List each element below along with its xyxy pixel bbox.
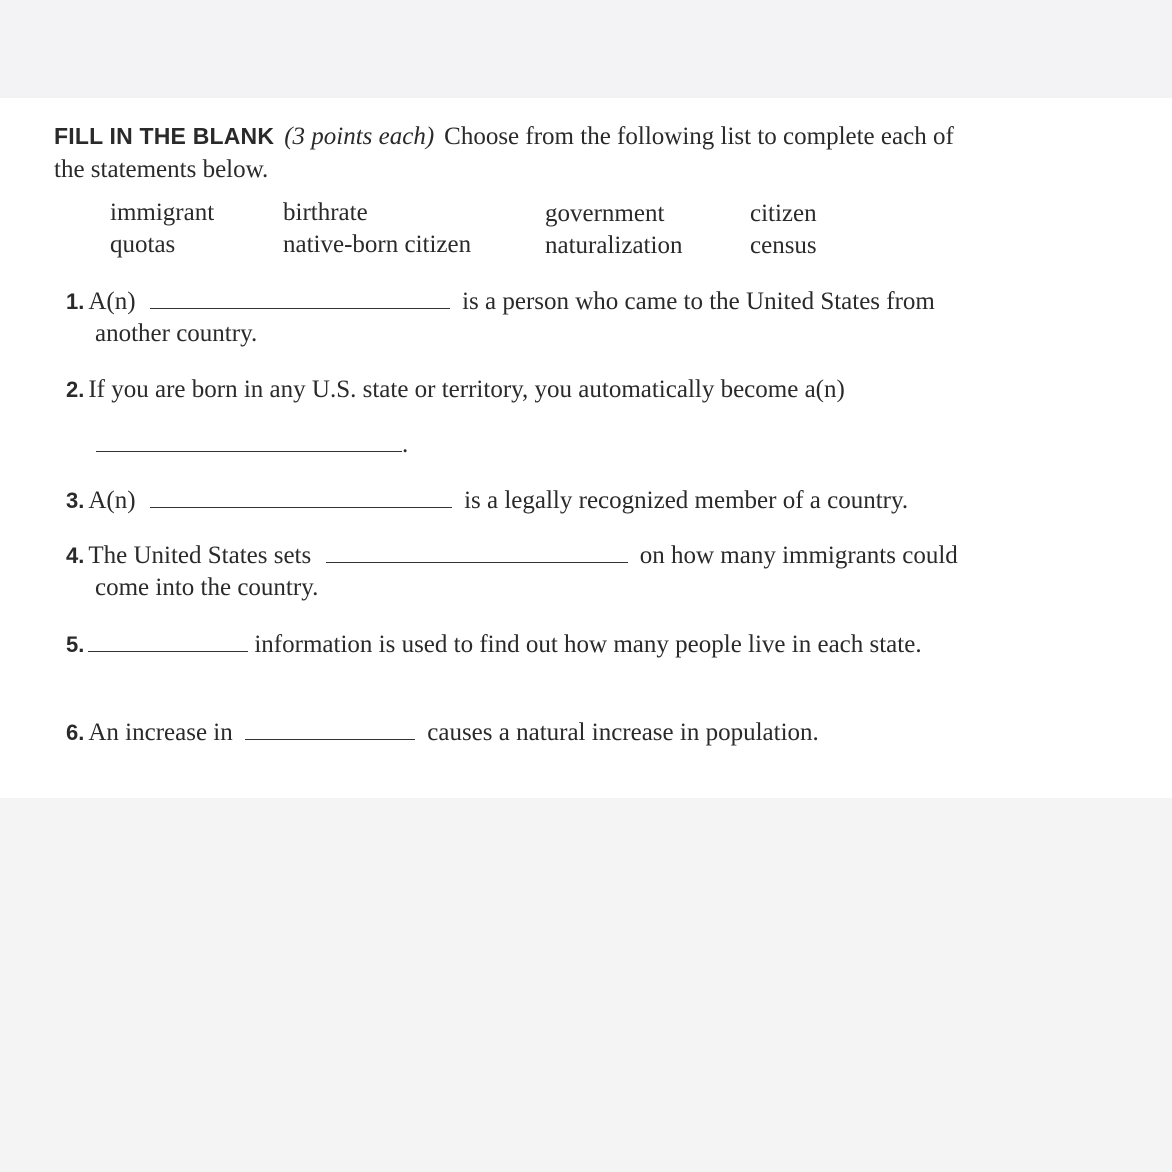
question-1 — [66, 285, 935, 318]
question-number: 1. — [66, 289, 85, 314]
question-text-before: A(n) — [88, 487, 136, 514]
question-text-after: is a legally recognized member of a country. — [464, 487, 909, 514]
answer-blank-4[interactable] — [326, 544, 628, 563]
question-text-after: information is used to find out how many people live in each state. — [254, 631, 922, 658]
instructions-line-2: the statements below. — [54, 156, 269, 183]
question-2-answer-line — [96, 428, 408, 461]
word-bank-item: citizen — [750, 200, 817, 227]
answer-blank-6[interactable] — [245, 721, 415, 740]
word-bank-item: government — [545, 200, 665, 227]
question-2 — [66, 373, 845, 406]
question-end: . — [402, 431, 409, 458]
answer-blank-3[interactable] — [150, 489, 452, 508]
question-4 — [66, 539, 958, 572]
question-6 — [66, 716, 819, 749]
question-text-after: is a person who came to the United States from — [462, 288, 935, 315]
section-heading — [54, 120, 1054, 186]
points-note: (3 points each) — [284, 123, 435, 150]
question-text-before: A(n) — [88, 288, 136, 315]
answer-blank-2[interactable] — [96, 433, 402, 452]
section-label: FILL IN THE BLANK — [54, 123, 275, 149]
question-number: 4. — [66, 543, 85, 568]
question-4-continuation: come into the country. — [95, 574, 319, 601]
background-bottom — [0, 798, 1172, 1172]
question-3 — [66, 484, 908, 517]
word-bank-item: native-born citizen — [283, 231, 472, 258]
word-bank-item: census — [750, 232, 817, 259]
question-5 — [66, 628, 922, 661]
word-bank-item: birthrate — [283, 199, 368, 226]
word-bank-item: immigrant — [110, 199, 215, 226]
word-bank-item: naturalization — [545, 232, 683, 259]
question-text-before: The United States sets — [88, 542, 312, 569]
question-number: 2. — [66, 377, 85, 402]
answer-blank-1[interactable] — [150, 290, 450, 309]
question-text-before: An increase in — [88, 719, 233, 746]
question-1-continuation: another country. — [95, 320, 258, 347]
question-number: 6. — [66, 720, 85, 745]
question-text-before: If you are born in any U.S. state or territory, you automatically become a(n) — [88, 376, 845, 403]
instructions-line-1: Choose from the following list to complete each of — [444, 123, 954, 150]
question-number: 3. — [66, 488, 85, 513]
question-text-after: causes a natural increase in population. — [427, 719, 819, 746]
background-top — [0, 0, 1172, 100]
word-bank-item: quotas — [110, 231, 176, 258]
answer-blank-5[interactable] — [88, 633, 248, 652]
question-text-after: on how many immigrants could — [639, 542, 958, 569]
question-number: 5. — [66, 632, 85, 657]
